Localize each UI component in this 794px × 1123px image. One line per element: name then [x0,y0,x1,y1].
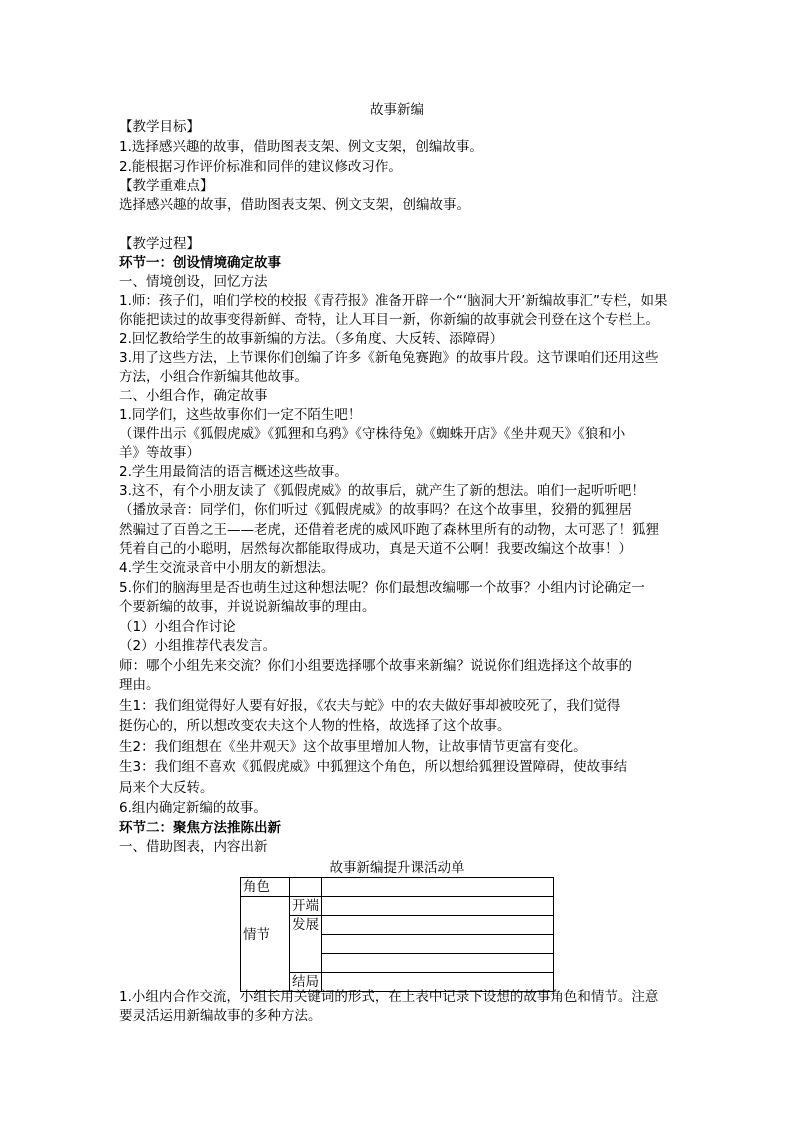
text-line: 1.师：孩子们，咱们学校的校报《青荇报》准备开辟一个“‘脑洞大开’新编故事汇”专栏，如果 [119,293,668,309]
text-line: 2.回忆教给学生的故事新编的方法。（多角度、大反转、添障碍） [119,331,504,347]
text-line: 你能把读过的故事变得新鲜、奇特，让人耳目一新，你新编的故事就会刊登在这个专栏上。 [119,312,659,328]
document-title: 故事新编 [370,102,424,118]
text-line: 局来个大反转。 [119,780,214,796]
text-line: （2）小组推荐代表发言。 [119,638,277,654]
plot-label-text: 情节 [243,927,270,943]
plot-develop-label: 发展 [290,916,322,973]
text-line: 师：哪个小组先来交流？你们小组要选择哪个故事来新编？说说你们组选择这个故事的 [119,658,632,674]
stage-heading-2: 环节二：聚焦方法推陈出新 [119,820,281,836]
activity-table [240,877,554,992]
text-line: 一、借助图表，内容出新 [119,839,268,855]
text-line: 选择感兴趣的故事，借助图表支架、例文支架，创编故事。 [119,197,470,213]
plot-develop-cell [322,954,554,973]
plot-start-label: 开端 [290,897,322,916]
text-line: 6.组内确定新编的故事。 [119,800,267,816]
text-line: 挺伤心的，所以想改变农夫这个人物的性格，故选择了这个故事。 [119,718,511,734]
text-line: 然骗过了百兽之王——老虎，还借着老虎的威风吓跑了森林里所有的动物，太可恶了！狐狸 [119,522,659,538]
activity-table-title: 故事新编提升课活动单 [329,860,465,876]
text-line: 一、情境创设，回忆方法 [119,274,268,290]
text-line: 羊》等故事） [119,445,200,461]
text-line: 凭着自己的小聪明，居然每次都能取得成功，真是天道不公啊！我要改编这个故事！） [119,541,632,557]
text-line: 1.小组内合作交流，小组长用关键词的形式，在上表中记录下设想的故事角色和情节。注意 [119,989,659,1005]
text-line: 要灵活运用新编故事的多种方法。 [119,1008,322,1024]
text-line: 3.用了这些方法，上节课你们创编了许多《新龟兔赛跑》的故事片段。这节课咱们还用这些 [119,350,659,366]
role-label: 角色 [241,878,290,897]
text-line: 方法，小组合作新编其他故事。 [119,369,308,385]
text-line: （课件出示《狐假虎威》《狐狸和乌鸦》《守株待兔》《蜘蛛开店》《坐井观天》《狼和小 [119,426,626,442]
stage-heading-1: 环节一：创设情境确定故事 [119,255,281,271]
plot-end-label: 结局 [290,973,322,992]
plot-label [241,897,290,992]
text-line: 二、小组合作，确定故事 [119,388,268,404]
text-line: 个要新编的故事，并说说新编故事的理由。 [119,599,376,615]
text-line: （1）小组合作讨论 [119,619,236,635]
text-line: 1.同学们，这些故事你们一定不陌生吧！ [119,407,362,423]
section-heading-goals: 【教学目标】 [119,119,200,135]
text-line: 5.你们的脑海里是否也萌生过这种想法呢？你们最想改编哪一个故事？小组内讨论确定一 [119,580,645,596]
text-line: 生2：我们组想在《坐井观天》这个故事里增加人物，让故事情节更富有变化。 [119,739,587,755]
text-line: 生3：我们组不喜欢《狐假虎威》中狐狸这个角色，所以想给狐狸设置障碍，使故事结 [119,759,628,775]
text-line: 2.学生用最简洁的语言概述这些故事。 [119,464,348,480]
plot-start-cell [322,897,554,916]
text-line: 3.这不，有个小朋友读了《狐假虎威》的故事后，就产生了新的想法。咱们一起听听吧！ [119,483,645,499]
section-heading-process: 【教学过程】 [119,236,200,252]
text-line: 1.选择感兴趣的故事，借助图表支架、例文支架，创编故事。 [119,139,483,155]
role-blank [290,878,322,897]
text-line: 2.能根据习作评价标准和同伴的建议修改习作。 [119,159,402,175]
text-line: 4.学生交流录音中小朋友的新想法。 [119,560,335,576]
text-line: 生1：我们组觉得好人要有好报，《农夫与蛇》中的农夫做好事却被咬死了，我们觉得 [119,698,621,714]
text-line: 理由。 [119,677,160,693]
text-line: （播放录音：同学们，你们听过《狐假虎威》的故事吗？在这个故事里，狡猾的狐狸居 [119,502,632,518]
role-cell [322,878,554,897]
section-heading-key-points: 【教学重难点】 [119,178,214,194]
plot-develop-cell [322,916,554,935]
plot-develop-cell [322,935,554,954]
